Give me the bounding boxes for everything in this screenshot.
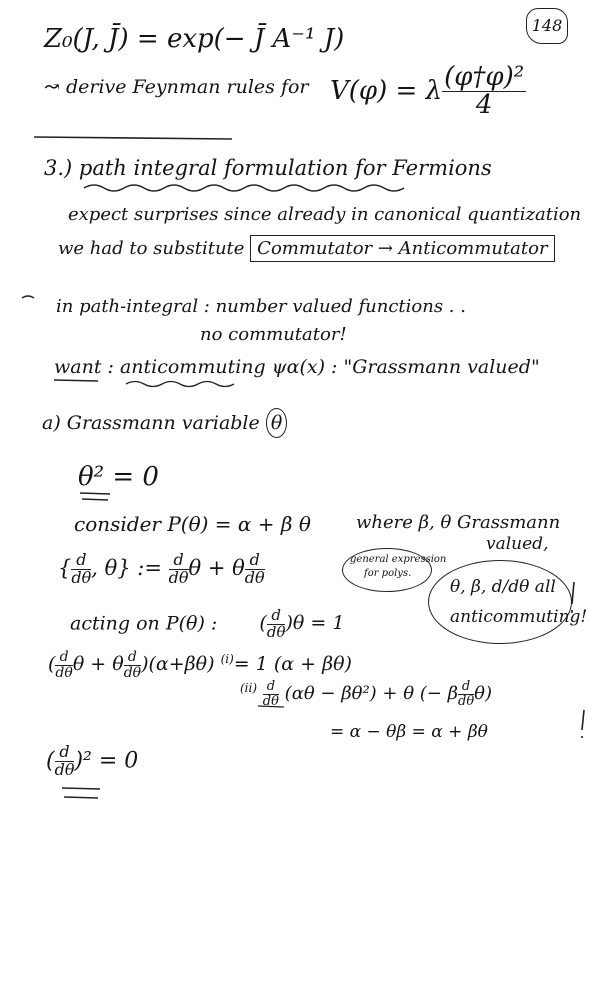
eq-i-line: ( $\frac{d}{d\theta}$ θ + θ $\frac{d}{d\theta}$ )(α+βθ) $^{(i)}$= 1 (α + βθ) [48,649,352,681]
frac-num-9: d [55,744,75,762]
eq-ii-line [240,680,492,708]
frac-den-7: dθ [262,693,279,709]
frac-num-8: d [458,680,474,695]
page-number: 148 [526,8,568,44]
anticommuting-note-line1: θ, β, d/dθ all [450,577,556,597]
frac-num-1: d [71,552,91,570]
generating-functional-line: Z₀(J, J̄) = exp(− J̄ A⁻¹ J) [44,24,345,54]
eq-ii-rhs: (αθ − βθ²) + θ (− β [284,683,459,705]
circled-theta: θ [266,408,287,438]
frac-den-2: dθ [168,567,189,587]
acting-result: θ = 1 [292,612,345,635]
potential-formula [330,64,526,120]
frac-num-7: d [263,680,279,695]
frac-den-5: dθ [55,664,73,681]
final-underline-1 [62,788,100,789]
frac-num-5: d [55,650,72,666]
general-expression-note-line1: general expression [350,554,447,565]
acting-label: acting on P(θ) : [70,612,218,635]
derive-feynman-rules-line: ↝ derive Feynman rules for [44,76,309,98]
d-dtheta-8 [458,680,474,708]
substitute-prefix: we had to substitute [58,238,245,259]
expect-surprises-line: expect surprises since already in canonical quantization [68,204,582,225]
boxed-substitution: Commutator → Anticommutator [250,235,554,262]
potential-fraction [442,64,526,120]
anticommutator-rhs: θ + θ [188,555,245,580]
d-dtheta-3 [245,552,265,587]
eq-ii-close: θ) [474,683,493,705]
brace-open: { [58,555,72,580]
d-dtheta-4 [267,608,286,641]
eq-i-mid: )(α+βθ) [141,653,215,676]
want-label: want : [54,356,114,378]
consider-line: consider P(θ) = α + β θ [74,512,311,536]
potential-lhs: V(φ) = λ [330,75,443,106]
subsection-a-label: a) Grassmann variable [42,412,260,434]
d-dtheta-5 [55,650,72,680]
d-dtheta-9 [55,744,75,779]
left-margin-tick [22,296,34,298]
want-body: anticommuting ψα(x) : "Grassmann valued" [119,356,540,378]
potential-denominator: 4 [475,90,493,121]
theta-squared-underline-1 [80,493,110,494]
frac-num-3: d [245,552,265,570]
acting-line [70,608,344,641]
eq-i-marker: (i) [220,651,234,666]
acting-expression: ( $\frac{d}{d\theta}$ )θ = 1 [259,606,345,641]
eq-i-rhs: 1 (α + βθ) [255,653,352,676]
frac-num-4: d [267,608,286,625]
frac-den-3: dθ [244,567,265,587]
general-expression-note [350,553,446,581]
d-dtheta-7 [263,680,279,708]
anticommuting-note-line2: anticommuting! [450,607,588,627]
final-underline-2 [64,797,98,798]
final-equation: ( $\frac{d}{d\theta}$ )² = 0 [46,742,139,779]
exclamation-mark-stroke [582,710,584,738]
anticommutator-definition [58,552,265,587]
frac-den-4: dθ [266,622,286,641]
d-dtheta-1 [71,552,91,587]
eq-iii-line: = α − θβ = α + βθ [330,722,488,742]
final-eq-rhs: )² = 0 [74,748,139,774]
path-integral-line: in path-integral : number valued functions . . [56,296,466,317]
valued-line: valued, [486,534,549,554]
eq-i-lhs: θ + θ [72,653,124,676]
want-line [54,356,540,378]
general-expression-note-line2: for polys. [364,568,412,579]
frac-den-8: dθ [458,693,475,709]
d-dtheta-6 [124,650,141,680]
d-dtheta-2 [169,552,189,587]
anticommuting-note [450,572,587,632]
substitute-line [58,238,555,259]
frac-den-1: dθ [71,567,92,587]
brace-close: , θ} := [91,555,162,580]
theta-squared-eq: θ² = 0 [78,462,159,492]
frac-den-9: dθ [54,759,75,779]
want-underline [54,380,98,381]
eq-ii-marker: (ii) [240,681,258,696]
frac-num-6: d [124,650,141,666]
grassmann-variable-heading [42,408,287,438]
potential-numerator: (φ†φ)² [444,62,525,92]
section-heading: 3.) path integral formulation for Fermions [44,156,492,180]
where-line: where β, θ Grassmann [356,512,561,533]
frac-den-6: dθ [123,664,142,681]
frac-num-2: d [169,552,189,570]
no-commutator-line: no commutator! [200,324,347,345]
heading-wavy-underline [84,185,404,191]
anticommuting-wavy-underline [126,382,234,387]
section-divider-line [34,137,232,139]
theta-squared-underline-2 [82,499,108,500]
